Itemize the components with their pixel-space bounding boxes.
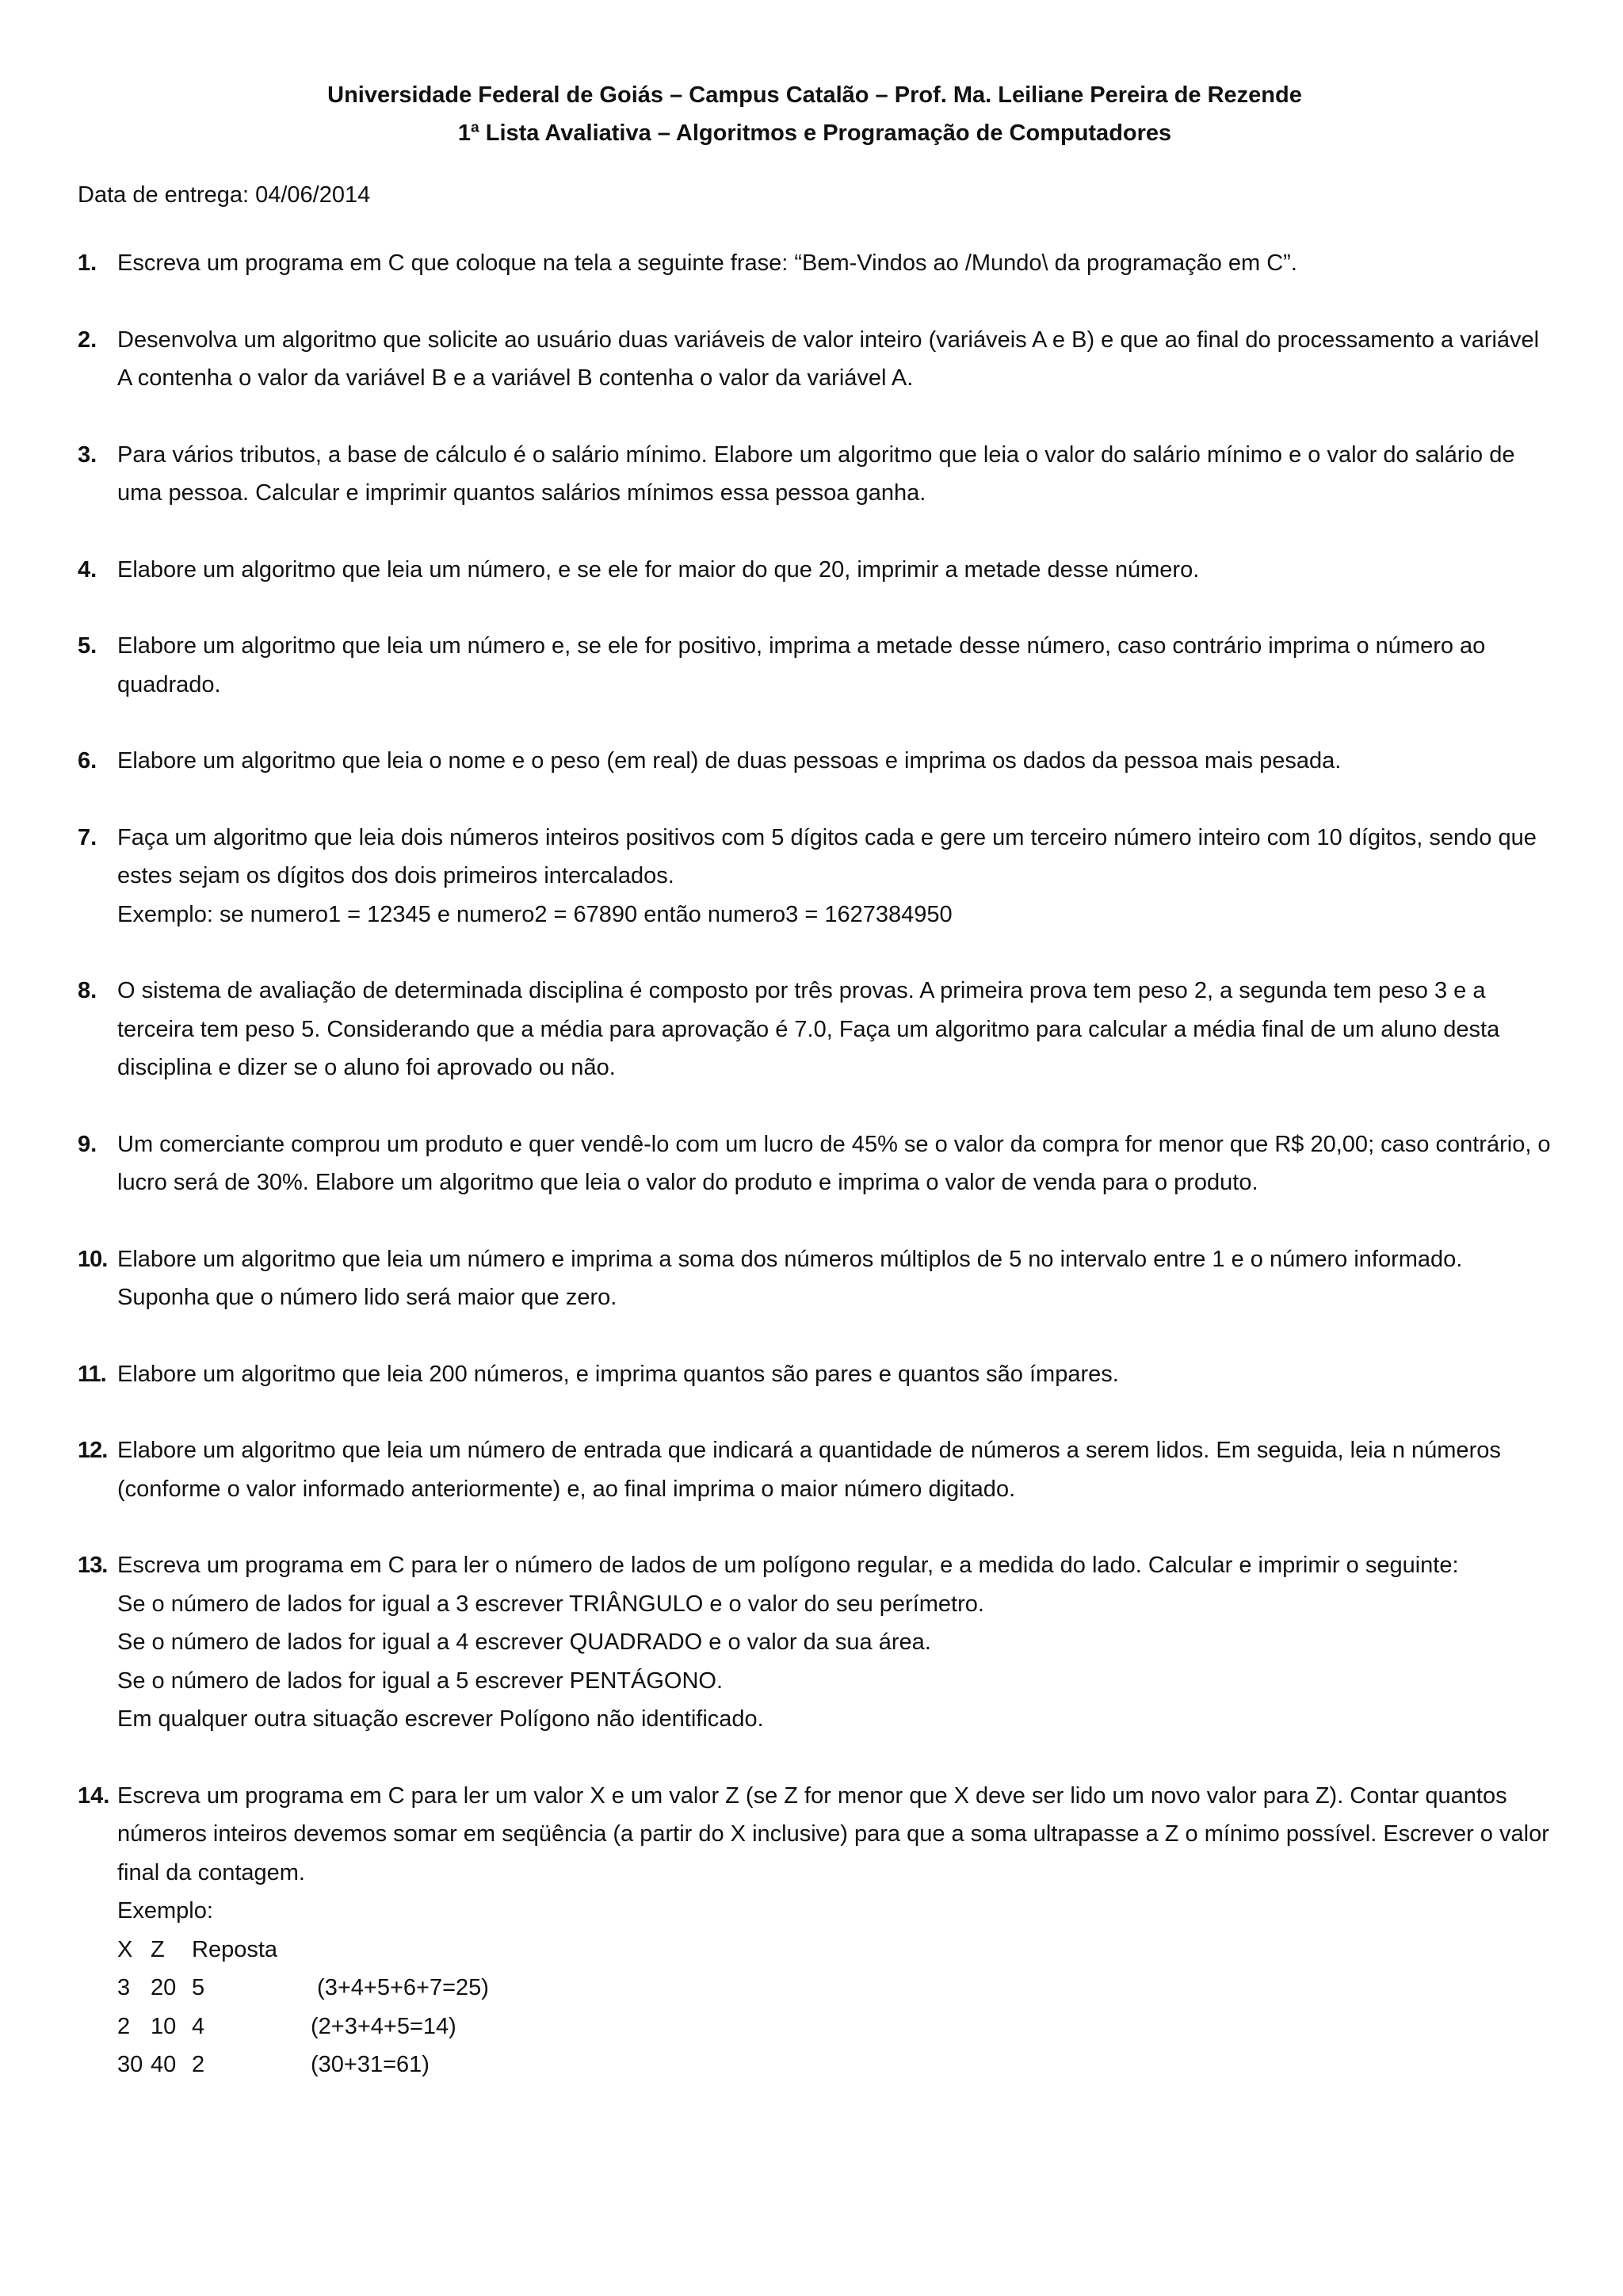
question-12 [78, 1431, 1552, 1508]
question-number: 1. [78, 250, 97, 276]
question-number: 9. [78, 1131, 97, 1157]
table-header-cell: X [117, 1936, 133, 1962]
question-text: Desenvolva um algoritmo que solicite ao usuário duas variáveis de valor inteiro (variáveis A e B) e que ao final do processamento a variável A contenha o valor da variável B e a variável B contenha o valor da variável A. [117, 327, 1540, 391]
question-number: 4. [78, 556, 97, 583]
question-text: Escreva um programa em C para ler o número de lados de um polígono regular, e a medida do lado. Calcular e imprimir o seguinte: [117, 1553, 1459, 1578]
question-text: Elabore um algoritmo que leia um número, e se ele for maior do que 20, imprimir a metade desse número. [117, 556, 1200, 583]
question-4 [78, 551, 1552, 590]
table-cell: 3 [117, 1975, 131, 2000]
table-cell: 30 [117, 2052, 143, 2077]
example-label: Exemplo: [117, 1898, 213, 1924]
question-5 [78, 627, 1552, 704]
table-header-cell: Reposta [192, 1936, 278, 1962]
document-header [78, 76, 1552, 152]
example-table-header [117, 1931, 1552, 1969]
table-cell: 10 [151, 2013, 177, 2039]
question-text: Elabore um algoritmo que leia um número e imprima a soma dos números múltiplos de 5 no intervalo entre 1 e o número informado. Suponha que o número lido será maior que zero. [117, 1246, 1463, 1310]
question-13 [78, 1546, 1552, 1739]
table-cell: 40 [151, 2052, 177, 2077]
table-row [117, 2046, 1552, 2084]
question-rule-other: Em qualquer outra situação escrever Polígono não identificado. [117, 1706, 764, 1732]
question-11 [78, 1355, 1552, 1394]
header-list-title: 1ª Lista Avaliativa – Algoritmos e Programação de Computadores [457, 120, 1172, 146]
question-8 [78, 972, 1552, 1087]
question-number: 8. [78, 978, 97, 1003]
question-number: 14. [78, 1782, 110, 1809]
question-7 [78, 819, 1552, 934]
table-row [117, 1969, 1552, 2008]
table-cell: 2 [192, 2052, 205, 2077]
table-cell: 20 [151, 1975, 177, 2000]
table-cell: (3+4+5+6+7=25) [311, 1975, 489, 2000]
question-2 [78, 321, 1552, 398]
question-rule-square: Se o número de lados for igual a 4 escrever QUADRADO e o valor da sua área. [117, 1629, 931, 1655]
question-number: 2. [78, 327, 97, 353]
question-text: Escreva um programa em C que coloque na tela a seguinte frase: “Bem-Vindos ao /Mundo\ da programação em C”. [117, 250, 1297, 276]
table-cell: 2 [117, 2013, 131, 2039]
question-number: 11. [78, 1361, 106, 1387]
question-number: 10. [78, 1246, 108, 1272]
table-row [117, 2008, 1552, 2046]
question-9 [78, 1125, 1552, 1202]
question-text: Elabore um algoritmo que leia um número e, se ele for positivo, imprima a metade desse número, caso contrário imprima o número ao quadrado. [117, 633, 1486, 697]
question-6 [78, 742, 1552, 781]
table-cell: (30+31=61) [311, 2052, 430, 2077]
question-number: 12. [78, 1438, 108, 1463]
table-cell: 4 [192, 2013, 205, 2039]
question-14 [78, 1777, 1552, 2084]
header-institution: Universidade Federal de Goiás – Campus Catalão – Prof. Ma. Leiliane Pereira de Rezende [327, 82, 1302, 108]
question-example: Exemplo: se numero1 = 12345 e numero2 = 67890 então numero3 = 1627384950 [117, 901, 953, 927]
question-rule-pentagon: Se o número de lados for igual a 5 escrever PENTÁGONO. [117, 1668, 724, 1694]
table-cell: 5 [192, 1975, 205, 2000]
table-cell: (2+3+4+5=14) [311, 2013, 456, 2039]
question-rule-triangle: Se o número de lados for igual a 3 escrever TRIÂNGULO e o valor do seu perímetro. [117, 1591, 984, 1617]
question-1 [78, 244, 1552, 283]
example-table [117, 1931, 1552, 2084]
question-text: Para vários tributos, a base de cálculo é o salário mínimo. Elabore um algoritmo que leia o valor do salário mínimo e o valor do salário de uma pessoa. Calcular e imprimir quantos salários mínimos essa pessoa ganha. [117, 441, 1515, 506]
question-text: Um comerciante comprou um produto e quer vendê-lo com um lucro de 45% se o valor da compra for menor que R$ 20,00; caso contrário, o lucro será de 30%. Elabore um algoritmo que leia o valor do produto e imprima o valor de venda para o produto. [117, 1131, 1551, 1195]
question-text: Elabore um algoritmo que leia o nome e o peso (em real) de duas pessoas e imprima os dados da pessoa mais pesada. [117, 748, 1342, 774]
question-number: 3. [78, 441, 97, 468]
table-header-cell: Z [151, 1936, 165, 1962]
question-text: Escreva um programa em C para ler um valor X e um valor Z (se Z for menor que X deve ser lido um novo valor para Z). Contar quantos números inteiros devemos somar em seqüência (a partir do X inclusive) para que a soma ultrapasse a Z o mínimo possível. Escrever o valor final da contagem. [117, 1782, 1549, 1885]
question-text: Faça um algoritmo que leia dois números inteiros positivos com 5 dígitos cada e gere um terceiro número inteiro com 10 dígitos, sendo que estes sejam os dígitos dos dois primeiros intercalados. [117, 824, 1537, 888]
question-3 [78, 436, 1552, 513]
due-date: Data de entrega: 04/06/2014 [78, 182, 371, 208]
question-10 [78, 1240, 1552, 1317]
question-number: 5. [78, 633, 97, 659]
question-number: 7. [78, 824, 97, 850]
question-number: 13. [78, 1553, 108, 1578]
question-text: O sistema de avaliação de determinada disciplina é composto por três provas. A primeira prova tem peso 2, a segunda tem peso 3 e a terceira tem peso 5. Considerando que a média para aprovação é 7.0, Faça um algoritmo para calcular a média final de um aluno desta disciplina e dizer se o aluno foi aprovado ou não. [117, 978, 1500, 1080]
question-text: Elabore um algoritmo que leia 200 números, e imprima quantos são pares e quantos são ímpares. [117, 1361, 1119, 1387]
question-number: 6. [78, 748, 97, 774]
question-text: Elabore um algoritmo que leia um número de entrada que indicará a quantidade de números a serem lidos. Em seguida, leia n números (conforme o valor informado anteriormente) e, ao final imprima o maior número digitado. [117, 1438, 1501, 1502]
